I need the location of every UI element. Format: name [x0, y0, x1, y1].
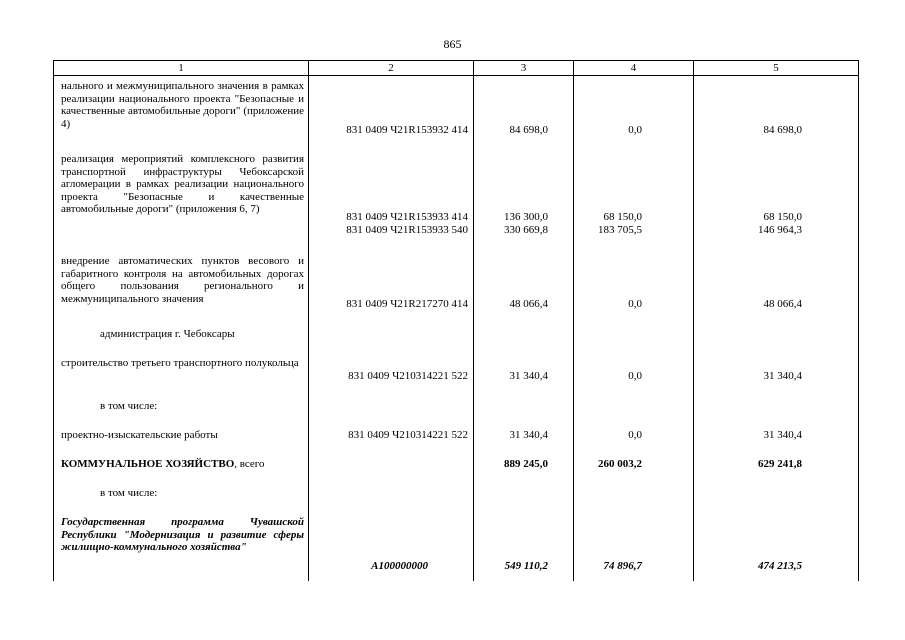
budget-code: 831 0409 Ч21R153933 540: [346, 224, 468, 236]
page-number: 865: [443, 37, 462, 51]
budget-code: 831 0409 Ч210314221 522: [348, 370, 468, 382]
subheading: в том числе:: [100, 400, 158, 412]
amount-col5: 84 698,0: [763, 124, 802, 136]
budget-code: 831 0409 Ч210314221 522: [348, 429, 468, 441]
amount-col5: 68 150,0: [763, 211, 802, 223]
column-divider-3: [573, 76, 574, 581]
program-col4: 74 896,7: [603, 560, 642, 572]
column-header-1: 1: [54, 61, 309, 75]
section-total-description: [61, 458, 304, 471]
amount-col4: 183 705,5: [598, 224, 642, 236]
amount-col5: 31 340,4: [763, 429, 802, 441]
row-description: проектно-изыскательские работы: [61, 429, 218, 441]
amount-col4: 0,0: [628, 298, 642, 310]
row-description: реализация мероприятий комплексного развития транспортной инфраструктуры Чебоксарской агломерации в рамках реализации национального проекта "Безопасные и качественные автомобильные дороги" (приложения 6, 7): [61, 153, 304, 216]
program-col5: 474 213,5: [758, 560, 802, 572]
amount-col5: 146 964,3: [758, 224, 802, 236]
subheading: в том числе:: [100, 487, 158, 499]
program-code: А100000000: [371, 560, 428, 572]
amount-col3: 31 340,4: [509, 370, 548, 382]
table-header-row: [53, 60, 859, 76]
amount-col4: 0,0: [628, 370, 642, 382]
column-header-5: 5: [773, 62, 779, 74]
amount-col4: 0,0: [628, 429, 642, 441]
column-header-4: 4: [574, 61, 694, 75]
row-description: строительство третьего транспортного полукольца: [61, 357, 299, 369]
budget-code: 831 0409 Ч21R153933 414: [346, 211, 468, 223]
amount-col3: 136 300,0: [504, 211, 548, 223]
section-heading: администрация г. Чебоксары: [100, 328, 235, 340]
row-description: нального и межмуниципального значения в рамках реализации национального проекта "Безопасные и качественные автомобильные дороги" (приложение 4): [61, 80, 304, 130]
amount-col3: 31 340,4: [509, 429, 548, 441]
section-title: КОММУНАЛЬНОЕ ХОЗЯЙСТВО: [61, 458, 235, 470]
total-col5: 629 241,8: [758, 458, 802, 470]
program-description: Государственная программа Чувашской Республики "Модернизация и развитие сферы жилищно-коммунального хозяйства": [61, 516, 304, 554]
amount-col3: 84 698,0: [509, 124, 548, 136]
column-header-3: 3: [474, 61, 574, 75]
column-divider-4: [693, 76, 694, 581]
column-header-2: 2: [309, 61, 474, 75]
column-divider-2: [473, 76, 474, 581]
budget-code: 831 0409 Ч21R153932 414: [346, 124, 468, 136]
section-title-suffix: , всего: [234, 458, 265, 470]
row-description: внедрение автоматических пунктов весового и габаритного контроля на автомобильных дорогах общего пользования регионального и межмуниципального значения: [61, 255, 304, 305]
table-border-right: [858, 76, 859, 581]
budget-code: 831 0409 Ч21R217270 414: [346, 298, 468, 310]
total-col4: 260 003,2: [598, 458, 642, 470]
amount-col4: 0,0: [628, 124, 642, 136]
amount-col4: 68 150,0: [603, 211, 642, 223]
amount-col5: 31 340,4: [763, 370, 802, 382]
amount-col3: 48 066,4: [509, 298, 548, 310]
table-border-left: [53, 76, 54, 581]
program-col3: 549 110,2: [504, 560, 548, 572]
amount-col5: 48 066,4: [763, 298, 802, 310]
total-col3: 889 245,0: [504, 458, 548, 470]
amount-col3: 330 669,8: [504, 224, 548, 236]
